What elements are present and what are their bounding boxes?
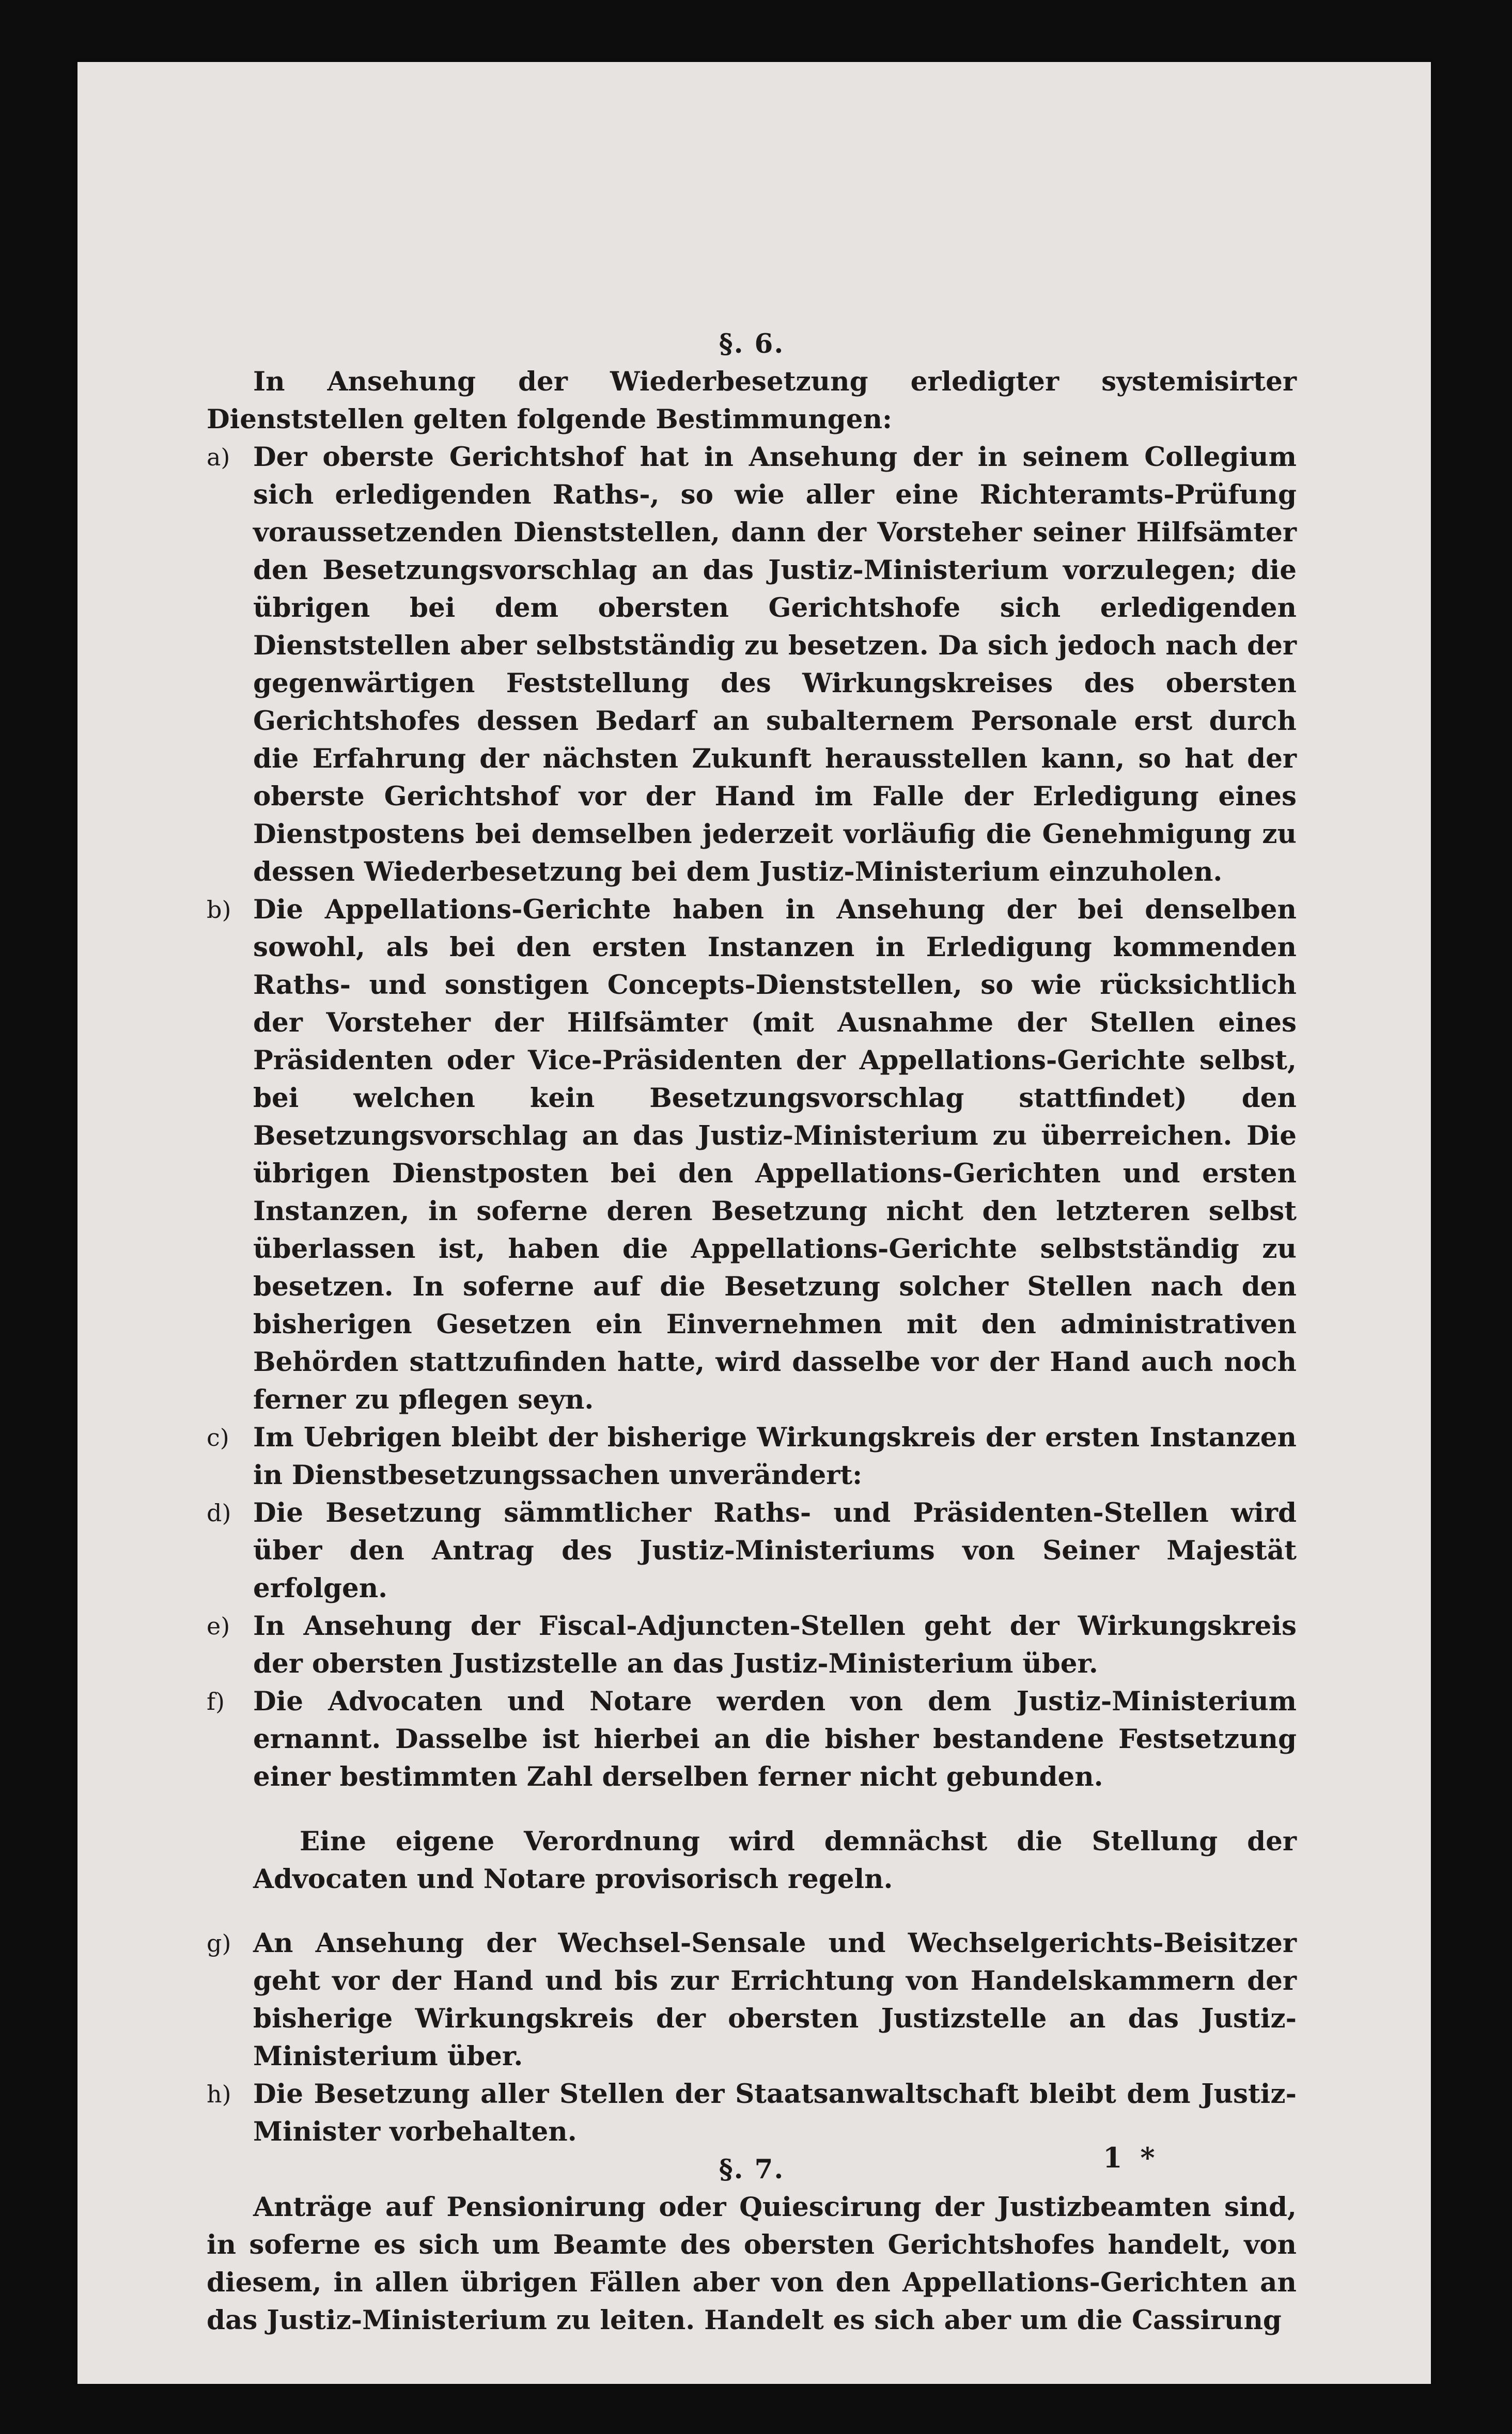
list-item-g	[207, 1925, 1297, 2076]
item-text: Die Advocaten und Notare werden von dem Justiz-Ministerium ernannt. Dasselbe ist hierbei an die bisher bestandene Festsetzung einer bestimmten Zahl derselben ferner nicht gebunden.	[253, 1686, 1297, 1792]
list-item-f-continuation: Eine eigene Verordnung wird demnächst die Stellung der Advocaten und Notare provisorisch regeln.	[253, 1825, 1297, 1895]
list-item-b	[207, 891, 1297, 1419]
item-text: Im Uebrigen bleibt der bisherige Wirkungskreis der ersten Instanzen in Dienstbesetzungssachen unverändert:	[253, 1422, 1297, 1491]
list-item-c	[207, 1419, 1297, 1494]
item-label: h)	[207, 2080, 231, 2108]
paper-sheet	[77, 62, 1431, 2384]
item-text: Der oberste Gerichtshof hat in Ansehung der in seinem Collegium sich erledigenden Raths-, so wie aller eine Richteramts-Prüfung voraussetzenden Dienststellen, dann der Vorsteher seiner Hilfsämter den Besetzungsvorschlag an das Justiz-Ministerium vorzulegen; die übrigen bei dem obersten Gerichtshofe sich erledigenden Dienststellen aber selbstständig zu besetzen. Da sich jedoch nach der gegenwärtigen Feststellung des Wirkungskreises des obersten Gerichtshofes dessen Bedarf an subalternem Personale erst durch die Erfahrung der nächsten Zukunft herausstellen kann, so hat der oberste Gerichtshof vor der Hand im Falle der Erledigung eines Dienstpostens bei demselben jederzeit vorläufig die Genehmigung zu dessen Wiederbesetzung bei dem Justiz-Ministerium einzuholen.	[253, 442, 1297, 887]
list-item-a	[207, 439, 1297, 891]
section-6-intro: In Ansehung der Wiederbesetzung erledigter systemisirter Dienststellen gelten folgende Bestimmungen:	[207, 366, 1297, 435]
item-label: b)	[207, 896, 231, 924]
item-text: An Ansehung der Wechsel-Sensale und Wechselgerichts-Beisitzer geht vor der Hand und bis zur Errichtung von Handelskammern der bisherige Wirkungskreis der obersten Justizstelle an das Justiz-Ministerium über.	[253, 1928, 1297, 2072]
item-text: In Ansehung der Fiscal-Adjuncten-Stellen geht der Wirkungskreis der obersten Justizstelle an das Justiz-Ministerium über.	[253, 1611, 1297, 1679]
item-label: a)	[207, 443, 230, 471]
item-text: Die Besetzung aller Stellen der Staatsanwaltschaft bleibt dem Justiz-Minister vorbehalten.	[253, 2079, 1297, 2147]
document-body	[207, 325, 1297, 2339]
item-label: e)	[207, 1612, 230, 1640]
item-label: c)	[207, 1424, 229, 1452]
section-heading-6: §. 6.	[719, 329, 785, 360]
list-item-f	[207, 1683, 1297, 1796]
item-label: d)	[207, 1499, 231, 1527]
item-label: g)	[207, 1929, 231, 1957]
list-item-h	[207, 2076, 1297, 2151]
list-item-e	[207, 1608, 1297, 1683]
section-heading-7: §. 7.	[719, 2154, 785, 2185]
item-text: Die Appellations-Gerichte haben in Ansehung der bei denselben sowohl, als bei den ersten Instanzen in Erledigung kommenden Raths- und sonstigen Concepts-Dienststellen, so wie rücksichtlich der Vorsteher der Hilfsämter (mit Ausnahme der Stellen eines Präsidenten oder Vice-Präsidenten der Appellations-Gerichte selbst, bei welchen kein Besetzungsvorschlag stattfindet) den Besetzungsvorschlag an das Justiz-Ministerium zu überreichen. Die übrigen Dienstposten bei den Appellations-Gerichten und ersten Instanzen, in soferne deren Besetzung nicht den letzteren selbst überlassen ist, haben die Appellations-Gerichte selbstständig zu besetzen. In soferne auf die Besetzung solcher Stellen nach den bisherigen Gesetzen ein Einvernehmen mit den administrativen Behörden stattzufinden hatte, wird dasselbe vor der Hand auch noch ferner zu pflegen seyn.	[253, 894, 1297, 1415]
section-7-text: Anträge auf Pensionirung oder Quiescirung der Justizbeamten sind, in soferne es sich um Beamte des obersten Gerichtshofes handelt, von diesem, in allen übrigen Fällen aber von den Appellations-Gerichten an das Justiz-Ministerium zu leiten. Handelt es sich aber um die Cassirung	[207, 2192, 1297, 2336]
item-label: f)	[207, 1688, 225, 1715]
page-signature-marker: 1 *	[1103, 2141, 1159, 2174]
item-text: Die Besetzung sämmtlicher Raths- und Präsidenten-Stellen wird über den Antrag des Justiz-Ministeriums von Seiner Majestät erfolgen.	[253, 1497, 1297, 1604]
list-item-d	[207, 1494, 1297, 1608]
